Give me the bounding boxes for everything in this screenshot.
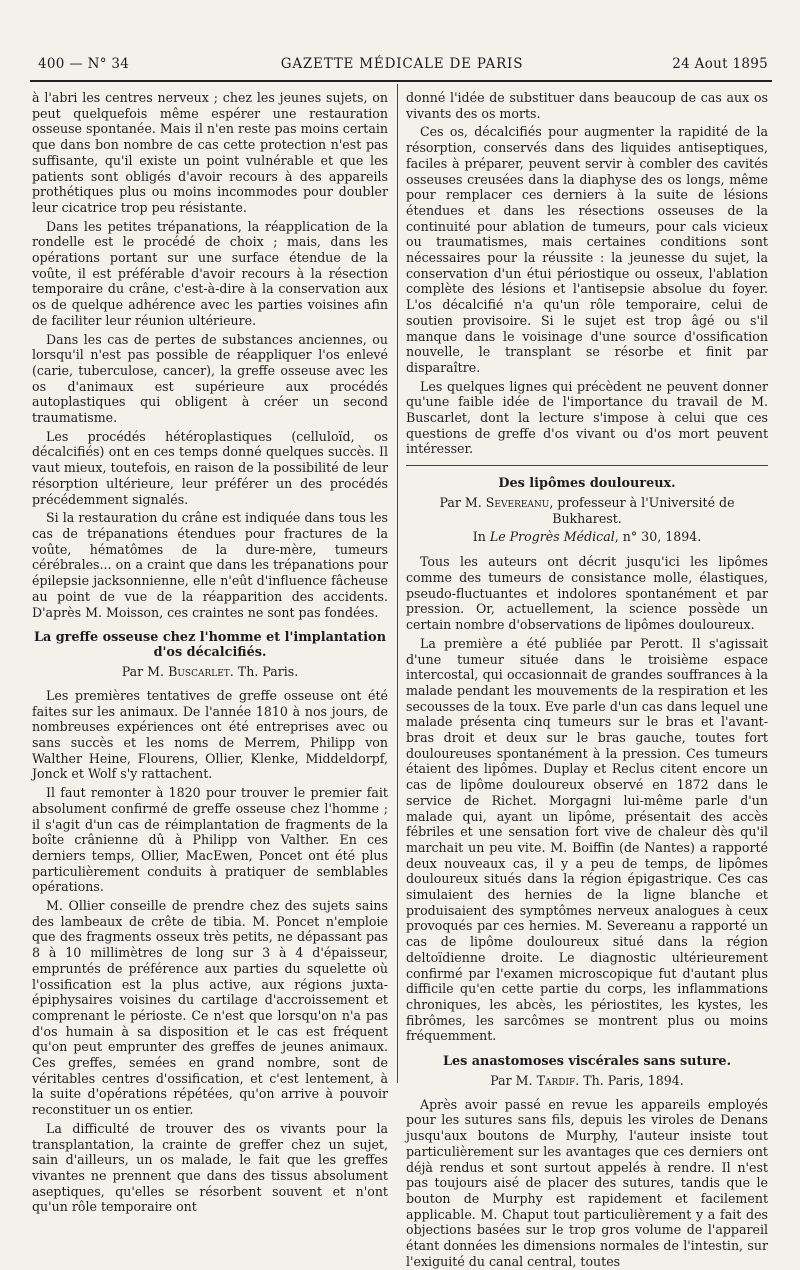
- paragraph: donné l'idée de substituer dans beaucoup de cas aux os vivants des os morts.: [406, 90, 768, 121]
- left-column: [32, 90, 388, 1215]
- article-title-lipomes: Des lipômes douloureux.: [498, 476, 676, 492]
- article-author: [406, 495, 768, 526]
- paragraph: Les premières tentatives de greffe osseuse ont été faites sur les animaux. De l'année 1810 à nos jours, de nombreuses expériences ont été entreprises avec ou sans succès et les noms de Merrem, Philipp von Walther Heine, Flourens, Ollier, Klenke, Middeldorpf, Jonck et Wolf s'y rattachent.: [32, 687, 388, 782]
- article-title-greffe: La greffe osseuse chez l'homme et l'implantation d'os décalcifiés.: [33, 630, 387, 661]
- author-name: Buscarlet: [168, 664, 230, 680]
- article-source: [406, 529, 768, 545]
- paragraph: à l'abri les centres nerveux ; chez les jeunes sujets, on peut quelquefois même espérer une restauration osseuse spontanée. Mais il n'en reste pas moins certain que dans bon nombre de cas cette protection n'est pas suffisante, qu'il existe un point vulnérable et que les patients sont obligés d'avoir recours à des appareils prothétiques plus ou moins incommodes pour doubler leur cicatrice trop peu résistante.: [32, 90, 388, 215]
- article-title-anastomoses: Les anastomoses viscérales sans suture.: [442, 1054, 732, 1070]
- paragraph: Ces os, décalcifiés pour augmenter la rapidité de la résorption, conservés dans des liquides antiseptiques, faciles à préparer, peuvent servir à combler des cavités osseuses creusées dans la diaphyse des os longs, même pour remplacer ces derniers à la suite de lésions étendues et dans les résections osseuses de la continuité pour ablation de tumeurs, pour cals vicieux ou traumatismes, mais certaines conditions sont nécessaires pour la réussite : la jeunesse du sujet, la conservation d'un étui périostique ou osseux, l'ablation complète des lésions et l'antisepsie absolue du foyer. L'os décalcifié n'a qu'un rôle temporaire, celui de soutien provisoire. Si le sujet est trop âgé ou s'il manque dans le voisinage d'une source d'ossification nouvelle, le transplant se résorbe et finit par disparaître.: [406, 124, 768, 375]
- paragraph: M. Ollier conseille de prendre chez des sujets sains des lambeaux de crête de tibia. M. Poncet n'emploie que des fragments osseux très petits, ne dépassant pas 8 à 10 millimètres de long sur 3 à 4 d'épaisseur, empruntés de préférence aux parties du squelette où l'ossification est la plus active, aux régions juxta-épiphysaires voisines du cartilage d'accroissement et comprenant le périoste. Ce n'est que lorsqu'on n'a pas d'os humain à sa disposition et le cas est fréquent qu'on peut emprunter des greffes de jeunes animaux. Ces greffes, semées en grand nombre, sont de véritables centres d'ossification, et c'est lentement, à la suite d'opérations répétées, qu'on arrive à pouvoir reconstituer un os entier.: [32, 898, 388, 1118]
- paragraph: La première a été publiée par Perott. Il s'agissait d'une tumeur située dans le troisième espace intercostal, qui occasionnait de grandes souffrances à la malade pendant les mouvements de la respiration et les secousses de la toux. Eve parle d'un cas dans lequel une malade présenta cinq tumeurs sur le bras et l'avant-bras droit et deux sur le bras gauche, toutes fort douloureuses spontanément à la pression. Ces tumeurs étaient des lipômes. Duplay et Reclus citent encore un cas de lipôme douloureux observé en 1872 dans le service de Richet. Morgagni lui-même parle d'un malade qui, ayant un lipôme, présentait des accès fébriles et une sensation fort vive de chaleur dès qu'il marchait un peu vite. M. Boiffin (de Nantes) a rapporté deux nouveaux cas, il y a peu de temps, de lipômes douloureux situés dans la région épigastrique. Ces cas simulaient des hernies de la ligne blanche et produisaient des symptômes nerveux analogues à ceux provoqués par ces hernies. M. Severeanu a rapporté un cas de lipôme douloureux situé dans la région deltoïdienne droite. Le diagnostic ultérieurement confirmé par l'examen microscopique fut d'autant plus difficile qu'en cette partie du corps, les inflammations chroniques, les abcès, les périostites, les kystes, les fibrômes, les sarcômes se montrent plus ou moins fréquemment.: [406, 635, 768, 1044]
- author-prefix: Par M.: [439, 495, 482, 511]
- source-prefix: In: [472, 528, 486, 544]
- header-rule: [30, 80, 772, 82]
- paragraph: La difficulté de trouver des os vivants pour la transplantation, la crainte de greffer chez un sujet, sain d'ailleurs, un os malade, le fait que les greffes vivantes ne prennent que dans des tissus absolument aseptiques, qu'elles se résorbent souvent et n'ont qu'un rôle temporaire ont: [32, 1120, 388, 1215]
- column-divider: [397, 84, 398, 1083]
- author-name: Tardif: [536, 1073, 576, 1089]
- issue-date: 24 Aout 1895: [672, 56, 768, 72]
- author-prefix: Par M.: [490, 1073, 533, 1089]
- author-prefix: Par M.: [121, 664, 165, 680]
- page-number: 400 — N° 34: [38, 56, 130, 72]
- journal-title: GAZETTE MÉDICALE DE PARIS: [280, 56, 524, 72]
- paragraph: Si la restauration du crâne est indiquée dans tous les cas de trépanations étendues pour fractures de la voûte, hématômes de la dure-mère, tumeurs cérébrales... on a craint que dans les trépanations pour épilepsie jacksonnienne, elle n'eût d'influence fâcheuse au point de vue de la réapparition des accidents. D'après M. Moisson, ces craintes ne sont pas fondées.: [32, 510, 388, 620]
- author-name: Severeanu: [485, 495, 550, 511]
- paragraph: Dans les cas de pertes de substances anciennes, ou lorsqu'il n'est pas possible de réappliquer l'os enlevé (carie, tuberculose, cancer), la greffe osseuse avec les os d'animaux est supérieure aux procédés autoplastiques qui obligent à créer un second traumatisme.: [32, 331, 388, 426]
- author-suffix: . Th. Paris, 1894.: [575, 1073, 684, 1089]
- paragraph: Les procédés hétéroplastiques (celluloïd, os décalcifiés) ont en ces temps donné quelques succès. Il vaut mieux, toutefois, en raison de la possibilité de leur résorption ultérieure, leur préférer un des procédés précédemment signalés.: [32, 428, 388, 507]
- page-header: [32, 56, 772, 76]
- section-rule: [406, 465, 768, 466]
- paragraph: Dans les petites trépanations, la réapplication de la rondelle est le procédé de choix ; mais, dans les opérations portant sur une surface étendue de la voûte, il est préférable d'avoir recours à la résection temporaire du crâne, c'est-à-dire à la conservation aux os de quelque adhérence avec les parties voisines afin de faciliter leur réunion ultérieure.: [32, 218, 388, 328]
- author-suffix: . Th. Paris.: [229, 664, 299, 680]
- right-column: [406, 90, 768, 1269]
- source-journal: Le Progrès Médical: [489, 528, 615, 544]
- author-suffix: , professeur à l'Université de Bukharest.: [549, 495, 735, 526]
- article-author: [406, 1073, 768, 1089]
- article-author: [32, 664, 388, 680]
- source-suffix: , n° 30, 1894.: [614, 528, 702, 544]
- paragraph: Il faut remonter à 1820 pour trouver le premier fait absolument confirmé de greffe osseuse chez l'homme ; il s'agit d'un cas de réimplantation de fragments de la boîte crânienne dû à Philipp von Valther. En ces derniers temps, Ollier, MacEwen, Poncet ont été plus particulièrement conduits à pratiquer de semblables opérations.: [32, 785, 388, 895]
- paragraph: Les quelques lignes qui précèdent ne peuvent donner qu'une faible idée de l'importance du travail de M. Buscarlet, dont la lecture s'impose à celui que ces questions de greffe d'os vivant ou d'os mort peuvent intéresser.: [406, 378, 768, 457]
- paragraph: Tous les auteurs ont décrit jusqu'ici les lipômes comme des tumeurs de consistance molle, élastiques, pseudo-fluctuantes et indolores spontanément et par pression. Or, actuellement, la science possède un certain nombre d'observations de lipômes douloureux.: [406, 554, 768, 633]
- paragraph: Après avoir passé en revue les appareils employés pour les sutures sans fils, depuis les viroles de Denans jusqu'aux boutons de Murphy, l'auteur insiste tout particulièrement sur les avantages que ces derniers ont déjà rendus et sont surtout appelés à rendre. Il n'est pas toujours aisé de placer des sutures, tandis que le bouton de Murphy est rapidement et facilement applicable. M. Chaput tout particulièrement y a fait des objections basées sur le trop gros volume de l'appareil étant données les dimensions normales de l'intestin, sur l'exiguité du canal central, toutes: [406, 1096, 768, 1269]
